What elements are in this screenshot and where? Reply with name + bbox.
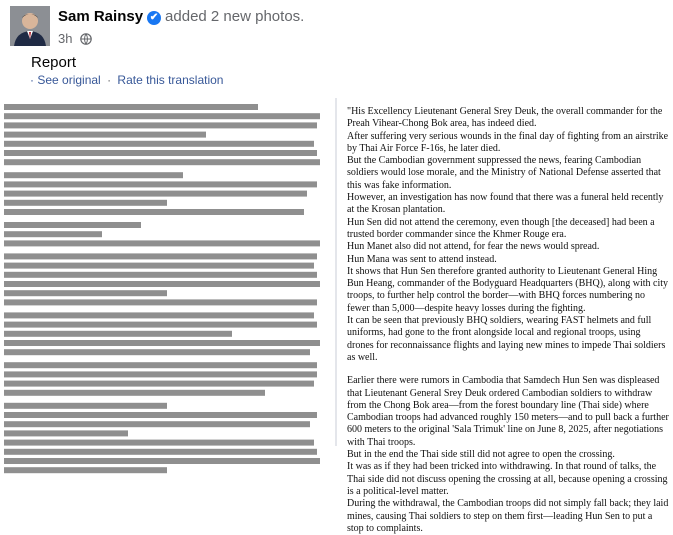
khmer-text-line bbox=[4, 122, 317, 128]
khmer-text-line bbox=[4, 191, 307, 197]
translation-document bbox=[347, 106, 669, 535]
khmer-text-line bbox=[4, 349, 310, 355]
khmer-text-line bbox=[4, 172, 183, 178]
khmer-text-line bbox=[4, 449, 317, 455]
khmer-text-line bbox=[4, 362, 317, 368]
document-sentence: Hun Sen did not attend the ceremony, even though [the deceased] had been a trusted border commander since the Khmer Rouge era. bbox=[347, 216, 655, 240]
profile-photo-icon bbox=[10, 6, 50, 46]
khmer-text-line bbox=[4, 272, 317, 278]
khmer-text-image bbox=[0, 98, 335, 446]
khmer-text-line bbox=[4, 467, 167, 473]
khmer-text-line bbox=[4, 412, 317, 418]
khmer-text-line bbox=[4, 281, 320, 287]
author-name[interactable]: Sam Rainsy bbox=[58, 8, 144, 25]
post-meta bbox=[58, 31, 92, 46]
document-sentence: Hun Mana was sent to attend instead. bbox=[347, 253, 497, 265]
khmer-text-line bbox=[4, 331, 232, 337]
post-body: Report bbox=[31, 54, 77, 71]
document-sentence: It shows that Hun Sen therefore granted authority to Lieutenant General Hing Bun Heang, commander of the Bodyguard Headquarters (BHQ), along with city troops, to further help control the border—with BHQ forces numbering no fewer than 5,000—despite heavy losses during the fighting. bbox=[347, 265, 669, 314]
avatar[interactable] bbox=[10, 6, 50, 46]
khmer-text-line bbox=[4, 113, 320, 119]
khmer-text-line bbox=[4, 104, 258, 110]
document-sentence: But in the end the Thai side still did not agree to open the crossing. bbox=[347, 449, 615, 461]
khmer-text-line bbox=[4, 440, 314, 446]
document-sentence: "His Excellency Lieutenant General Srey Deuk, the overall commander for the Preah Vihear-Chong Bok area, has indeed died. bbox=[347, 106, 663, 130]
globe-icon bbox=[80, 33, 92, 45]
khmer-text-line bbox=[4, 159, 320, 165]
khmer-text-line bbox=[4, 181, 317, 187]
verified-badge-icon: ✔ bbox=[147, 11, 161, 25]
photo-khmer-text[interactable] bbox=[0, 98, 337, 446]
document-sentence: But the Cambodian government suppressed the news, fearing Cambodian soldiers would lose morale, and the Ministry of National Defense asserted that this was fake information. bbox=[347, 155, 661, 191]
document-sentence: Hun Manet also did not attend, for fear the news would spread. bbox=[347, 241, 600, 253]
document-sentence: After suffering very serious wounds in the final day of fighting from an airstrike by Thai Air Force F-16s, he later died. bbox=[347, 130, 669, 154]
see-original-link[interactable]: See original bbox=[37, 73, 101, 87]
khmer-text-line bbox=[4, 240, 320, 246]
post-header bbox=[0, 0, 673, 52]
paragraph-gap bbox=[347, 364, 669, 375]
khmer-text-line bbox=[4, 421, 310, 427]
khmer-text-line bbox=[4, 200, 167, 206]
translation-separator: · bbox=[30, 73, 34, 87]
author-line bbox=[58, 8, 304, 25]
khmer-text-line bbox=[4, 312, 314, 318]
khmer-text-line bbox=[4, 340, 320, 346]
document-sentence: It can be seen that previously BHQ soldiers, wearing FAST helmets and full uniforms, had gone to the front alongside local and regional troops, using drones for reconnaissance flights and laying new mines to impede Thai soldiers as well. bbox=[347, 315, 666, 363]
document-sentence: During the withdrawal, the Cambodian troops did not simply fall back; they laid mines, causing Thai soldiers to step on them first—leading Hun Sen to put a stop to complaints. bbox=[347, 498, 669, 534]
khmer-text-line bbox=[4, 263, 314, 269]
khmer-text-line bbox=[4, 222, 141, 228]
khmer-text-line bbox=[4, 290, 167, 296]
document-sentence: However, an investigation has now found that there was a funeral held recently at the Krosan plantation. bbox=[347, 192, 664, 216]
document-sentence: Earlier there were rumors in Cambodia that Samdech Hun Sen was displeased that Lieutenant General Srey Deuk ordered Cambodian soldiers to withdraw from the Chong Bok area—from the forest boundary line (Thai side) where Cambodian troops had advanced roughly 150 meters—and to pull back a further 600 meters to the original 'Sala Trimuk' line on June 8, 2025, after negotiations with Thai troops. bbox=[347, 375, 669, 448]
khmer-text-line bbox=[4, 371, 317, 377]
khmer-text-line bbox=[4, 390, 265, 396]
khmer-text-line bbox=[4, 322, 317, 328]
khmer-text-line bbox=[4, 430, 128, 436]
translation-separator: · bbox=[107, 73, 112, 87]
khmer-text-line bbox=[4, 458, 320, 464]
translation-bar bbox=[30, 73, 223, 87]
document-sentence: It was as if they had been tricked into withdrawing. In that round of talks, the Thai side did not discuss opening the crossing at all, because opening a crossing is a political-level matter. bbox=[347, 461, 668, 497]
rate-translation-link[interactable]: Rate this translation bbox=[117, 73, 224, 87]
post-time[interactable]: 3h bbox=[58, 31, 73, 46]
khmer-text-line bbox=[4, 253, 317, 259]
post-action: added 2 new photos. bbox=[165, 8, 305, 25]
khmer-text-line bbox=[4, 231, 102, 237]
khmer-text-line bbox=[4, 381, 314, 387]
khmer-text-line bbox=[4, 132, 206, 138]
khmer-text-line bbox=[4, 209, 304, 215]
khmer-text-line bbox=[4, 299, 317, 305]
khmer-text-line bbox=[4, 403, 167, 409]
photo-english-translation[interactable] bbox=[337, 98, 673, 534]
khmer-text-line bbox=[4, 150, 317, 156]
photo-grid bbox=[0, 98, 673, 534]
khmer-text-line bbox=[4, 141, 314, 147]
